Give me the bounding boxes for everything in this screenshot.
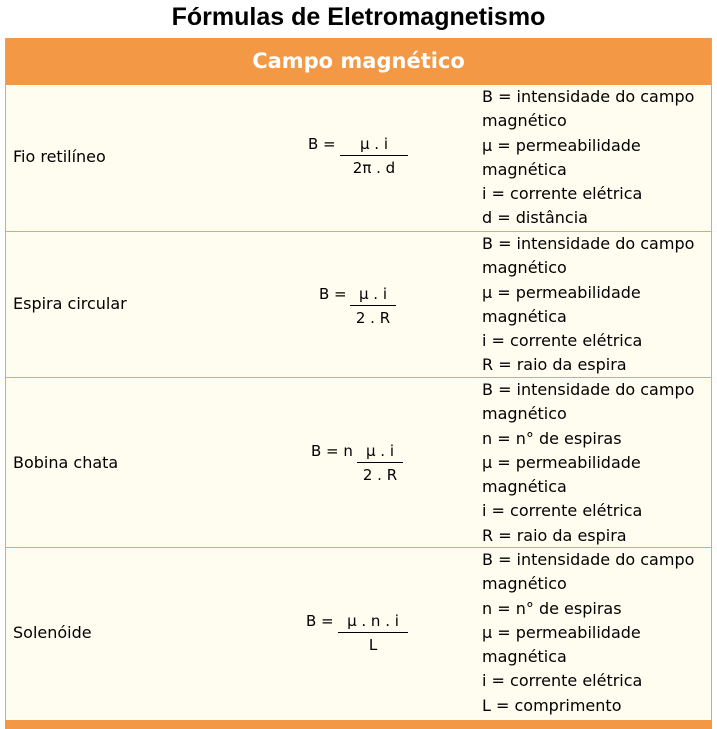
variable-description xyxy=(482,548,694,718)
desc-line: magnético xyxy=(482,574,567,594)
desc-line: i = corrente elétrica xyxy=(482,501,643,521)
formula-table xyxy=(5,38,712,721)
formula-lhs: B = xyxy=(306,612,334,630)
formula-lhs: B = n xyxy=(311,442,353,460)
table-row xyxy=(6,85,711,232)
row-label: Bobina chata xyxy=(13,453,119,472)
desc-line: R = raio da espira xyxy=(482,525,627,545)
formula-denominator: 2 . R xyxy=(355,309,391,327)
desc-line: magnética xyxy=(482,647,567,667)
row-label: Espira circular xyxy=(13,294,127,313)
variable-description xyxy=(482,85,694,231)
desc-line: i = corrente elétrica xyxy=(482,184,643,204)
desc-line: magnética xyxy=(482,159,567,179)
table-row xyxy=(6,378,711,548)
desc-line: L = comprimento xyxy=(482,695,622,715)
desc-line: μ = permeabilidade xyxy=(482,622,641,642)
desc-line: R = raio da espira xyxy=(482,355,627,375)
desc-line: B = intensidade do campo xyxy=(482,87,695,106)
desc-line: n = n° de espiras xyxy=(482,598,622,618)
desc-line: magnético xyxy=(482,111,567,131)
desc-line: magnético xyxy=(482,404,567,424)
desc-line: magnética xyxy=(482,306,567,326)
formula-denominator: 2π . d xyxy=(352,159,396,177)
formula-numerator: μ . i xyxy=(340,135,408,156)
desc-line: B = intensidade do campo xyxy=(482,380,695,399)
desc-line: d = distância xyxy=(482,208,588,228)
formula-denominator: L xyxy=(368,636,378,654)
desc-line: μ = permeabilidade xyxy=(482,282,641,302)
desc-line: i = corrente elétrica xyxy=(482,671,643,691)
desc-line: μ = permeabilidade xyxy=(482,135,641,155)
desc-line: magnético xyxy=(482,258,567,278)
formula-numerator: μ . n . i xyxy=(338,612,408,633)
desc-line: magnética xyxy=(482,477,567,497)
formula-numerator: μ . i xyxy=(357,442,403,463)
row-label: Fio retilíneo xyxy=(13,147,106,166)
desc-line: B = intensidade do campo xyxy=(482,550,695,569)
formula-numerator: μ . i xyxy=(350,285,396,306)
desc-line: μ = permeabilidade xyxy=(482,452,641,472)
table-header: Campo magnético xyxy=(6,38,711,85)
row-label: Solenóide xyxy=(13,623,92,642)
desc-line: i = corrente elétrica xyxy=(482,331,643,351)
formula-denominator: 2 . R xyxy=(362,466,398,484)
desc-line: B = intensidade do campo xyxy=(482,234,695,253)
variable-description xyxy=(482,378,694,548)
formula-lhs: B = xyxy=(308,135,336,153)
variable-description xyxy=(482,232,694,378)
table-footer-bar xyxy=(5,720,712,729)
desc-line: n = n° de espiras xyxy=(482,428,622,448)
table-row xyxy=(6,232,711,378)
formula-lhs: B = xyxy=(319,285,347,303)
page-title: Fórmulas de Eletromagnetismo xyxy=(171,3,546,31)
table-row xyxy=(6,548,711,719)
